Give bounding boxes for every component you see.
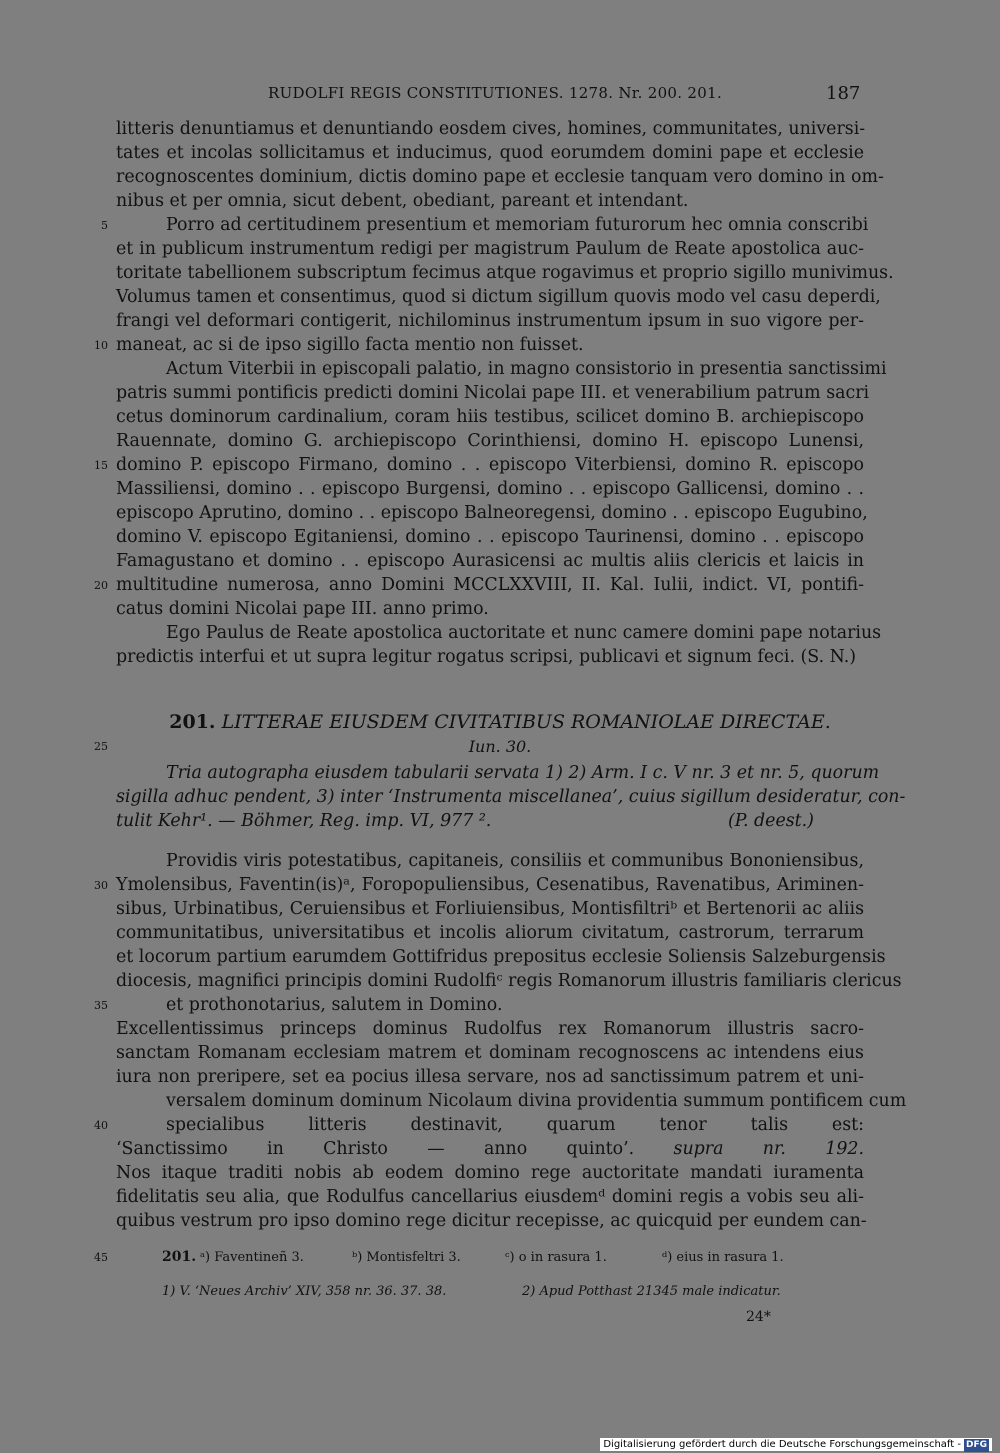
line-number: 5 xyxy=(101,219,108,232)
text-line xyxy=(116,1042,864,1064)
text-line xyxy=(166,1090,907,1112)
text-line xyxy=(116,1210,867,1232)
line-text: Ego Paulus de Reate apostolica auctoritate et nunc camere domini pape notarius xyxy=(166,623,882,643)
line-text: cetus dominorum cardinalium, coram hiis testibus, scilicet domino B. archiepiscopo xyxy=(116,407,864,427)
dfg-logo: DFG xyxy=(965,1440,987,1450)
text-line xyxy=(116,382,870,404)
text-line xyxy=(116,1162,864,1184)
text-line xyxy=(116,1138,864,1160)
source-line: tulit Kehr¹. — Böhmer, Reg. imp. VI, 977 ². xyxy=(116,811,492,831)
line-number: 40 xyxy=(94,1119,108,1132)
line-text: Porro ad certitudinem presentium et memoriam futurorum hec omnia conscribi xyxy=(166,215,869,235)
text-line xyxy=(116,1066,864,1088)
text-line xyxy=(116,334,864,356)
line-text: et locorum partium earumdem Gottifridus prepositus ecclesie Soliensis Salzeburgensis xyxy=(116,947,886,967)
line-text: predictis interfui et ut supra legitur rogatus scripsi, publicavi et signum feci. (S. N.) xyxy=(116,647,857,667)
line-text: nibus et per omnia, sicut debent, obediant, pareant et intendant. xyxy=(116,191,689,211)
line-text: Ymolensibus, Faventin(is)ᵃ, Foropopuliensibus, Cesenatibus, Ravenatibus, Ariminen- xyxy=(116,875,864,895)
text-line xyxy=(116,166,884,188)
line-text: quibus vestrum pro ipso domino rege dicitur recepisse, ac quicquid per eundem can- xyxy=(116,1211,867,1231)
line-text: Massiliensi, domino . . episcopo Burgensi, domino . . episcopo Gallicensi, domino . . xyxy=(116,479,864,499)
document-number: 201. xyxy=(169,711,216,733)
text-line xyxy=(116,874,864,896)
text-line xyxy=(166,850,864,872)
line-text: fidelitatis seu alia, que Rodulfus cancellarius eiusdemᵈ domini regis a vobis seu ali- xyxy=(116,1187,864,1207)
line-number: 20 xyxy=(94,579,108,592)
text-line xyxy=(116,238,864,260)
text-line xyxy=(116,430,864,452)
line-text: Excellentissimus princeps dominus Rudolfus rex Romanorum illustris sacro- xyxy=(116,1019,864,1039)
document-201-heading xyxy=(0,711,1000,733)
footnote-2: 2) Apud Potthast 21345 male indicatur. xyxy=(522,1284,781,1299)
line-text: et prothonotarius, salutem in Domino. xyxy=(166,995,503,1015)
dfg-banner xyxy=(600,1438,992,1451)
text-line xyxy=(116,502,868,524)
text-line xyxy=(116,946,886,968)
line-text: frangi vel deformari contigerit, nichilominus instrumentum ipsum in suo vigore per- xyxy=(116,311,864,331)
line-number: 15 xyxy=(94,459,108,472)
footnote-d: ᵈ) eius in rasura 1. xyxy=(662,1250,784,1265)
printer-signature: 24* xyxy=(746,1309,771,1325)
source-line: Tria autographa eiusdem tabularii servata 1) 2) Arm. I c. V nr. 3 et nr. 5, quorum xyxy=(166,763,880,783)
page-number: 187 xyxy=(826,83,861,104)
line-text: episcopo Aprutino, domino . . episcopo Balneoregensi, domino . . episcopo Eugubino, xyxy=(116,503,868,523)
text-line xyxy=(116,1186,864,1208)
text-line xyxy=(166,1114,864,1136)
line-text: communitatibus, universitatibus et incolis aliorum civitatum, castrorum, terrarum xyxy=(116,923,864,943)
text-line xyxy=(116,310,864,332)
text-line xyxy=(116,550,864,572)
line-text: versalem dominum dominum Nicolaum divina providentia summum pontificem cum xyxy=(166,1091,907,1111)
text-line xyxy=(116,262,894,284)
line-text: recognoscentes dominium, dictis domino pape et ecclesie tanquam vero domino in om- xyxy=(116,167,884,187)
line-text: specialibus litteris destinavit, quarum tenor talis est: xyxy=(166,1115,864,1135)
line-text: litteris denuntiamus et denuntiando eosdem cives, homines, communitates, universi- xyxy=(116,119,866,139)
line-number: 25 xyxy=(94,740,108,753)
line-text: diocesis, magnifici principis domini Rudolfiᶜ regis Romanorum illustris familiaris clericus xyxy=(116,971,902,991)
cross-reference: supra nr. 192. xyxy=(634,1139,865,1159)
text-line xyxy=(166,214,869,236)
line-text: Rauennate, domino G. archiepiscopo Corinthiensi, domino H. episcopo Lunensi, xyxy=(116,431,864,451)
text-line xyxy=(166,358,887,380)
line-text: Providis viris potestatibus, capitaneis, consiliis et communibus Bononiensibus, xyxy=(166,851,864,871)
line-text: sibus, Urbinatibus, Ceruiensibus et Forliuiensibus, Montisfiltriᵇ et Bertenorii ac aliis xyxy=(116,899,864,919)
banner-text: Digitalisierung gefördert durch die Deutsche Forschungsgemeinschaft - xyxy=(603,1439,961,1450)
footnote-c: ᶜ) o in rasura 1. xyxy=(505,1250,607,1265)
line-text: toritate tabellionem subscriptum fecimus atque rogavimus et proprio sigillo munivimus. xyxy=(116,263,894,283)
line-text: patris summi pontificis predicti domini Nicolai pape III. et venerabilium patrum sacri xyxy=(116,383,870,403)
footnote-doc-ref: 201. xyxy=(162,1249,197,1265)
footnote-b: ᵇ) Montisfeltri 3. xyxy=(352,1250,461,1265)
source-line: sigilla adhuc pendent, 3) inter ‘Instrumenta miscellanea’, cuius sigillum desideratur, con- xyxy=(116,787,906,807)
text-line xyxy=(116,970,902,992)
line-text: domino P. episcopo Firmano, domino . . episcopo Viterbiensi, domino R. episcopo xyxy=(116,455,864,475)
line-text: maneat, ac si de ipso sigillo facta mentio non fuisset. xyxy=(116,335,584,355)
line-text: Volumus tamen et consentimus, quod si dictum sigillum quovis modo vel casu deperdi, xyxy=(116,287,881,307)
line-number: 35 xyxy=(94,999,108,1012)
text-line xyxy=(116,526,864,548)
line-text: et in publicum instrumentum redigi per magistrum Paulum de Reate apostolica auc- xyxy=(116,239,864,259)
text-line xyxy=(116,142,864,164)
footnote-1: 1) V. ‘Neues Archiv’ XIV, 358 nr. 36. 37. 38. xyxy=(162,1284,447,1299)
text-line xyxy=(116,190,864,212)
line-text: iura non preripere, set ea pocius illesa servare, nos ad sanctissimum patrem et uni- xyxy=(116,1067,864,1087)
line-number: 10 xyxy=(94,339,108,352)
line-text: multitudine numerosa, anno Domini MCCLXXVIII, II. Kal. Iulii, indict. VI, pontifi- xyxy=(116,575,864,595)
text-line xyxy=(116,574,864,596)
text-line xyxy=(116,598,864,620)
text-line xyxy=(116,286,881,308)
text-line xyxy=(116,898,864,920)
running-title: RUDOLFI REGIS CONSTITUTIONES. 1278. Nr. 200. 201. xyxy=(268,84,723,102)
text-line xyxy=(116,922,864,944)
text-line xyxy=(116,406,864,428)
line-text: Nos itaque traditi nobis ab eodem domino rege auctoritate mandati iuramenta xyxy=(116,1163,864,1183)
footnote-a: ᵃ) Faventineñ 3. xyxy=(200,1250,304,1265)
line-text: tates et incolas sollicitamus et inducimus, quod eorumdem domini pape et ecclesie xyxy=(116,143,864,163)
document-date: Iun. 30. xyxy=(468,737,532,756)
line-text: domino V. episcopo Egitaniensi, domino . . episcopo Taurinensi, domino . . episcopo xyxy=(116,527,864,547)
document-title: LITTERAE EIUSDEM CIVITATIBUS ROMANIOLAE DIRECTAE. xyxy=(221,711,831,733)
source-line: (P. deest.) xyxy=(728,811,814,831)
line-number: 45 xyxy=(94,1251,108,1264)
line-text: catus domini Nicolai pape III. anno primo. xyxy=(116,599,489,619)
text-line xyxy=(116,454,864,476)
line-text: sanctam Romanam ecclesiam matrem et dominam recognoscens ac intendens eius xyxy=(116,1043,864,1063)
line-text: ‘Sanctissimo in Christo — anno quinto’. xyxy=(116,1139,635,1159)
text-line xyxy=(166,622,882,644)
text-line xyxy=(166,994,864,1016)
text-line xyxy=(116,1018,864,1040)
text-line xyxy=(116,646,864,668)
text-line xyxy=(116,478,864,500)
line-number: 30 xyxy=(94,879,108,892)
line-text: Famagustano et domino . . episcopo Aurasicensi ac multis aliis clericis et laicis in xyxy=(116,551,864,571)
text-line xyxy=(116,118,864,140)
line-text: Actum Viterbii in episcopali palatio, in magno consistorio in presentia sanctissimi xyxy=(166,359,887,379)
